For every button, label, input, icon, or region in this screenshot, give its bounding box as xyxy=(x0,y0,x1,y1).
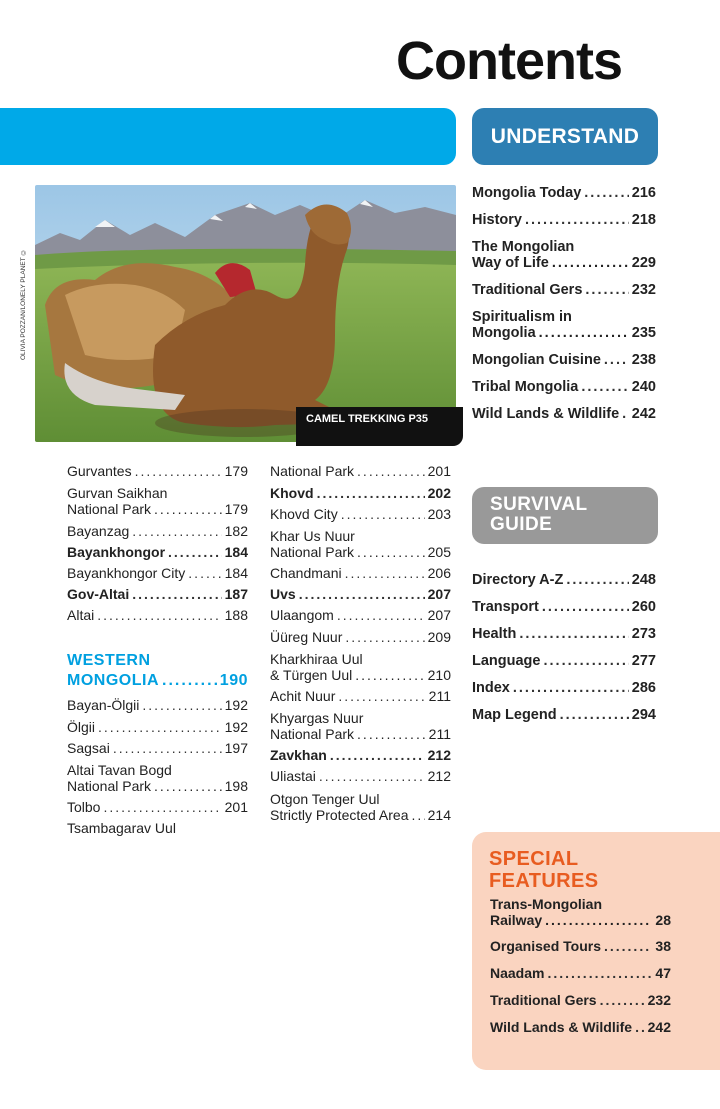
section-heading: MONGOLIA xyxy=(67,672,159,689)
toc-label: Bayankhongor xyxy=(67,544,166,560)
toc-label: National Park xyxy=(270,726,355,742)
toc-page: 205 xyxy=(427,544,451,560)
toc-page: 182 xyxy=(224,523,248,539)
toc-gurvantes[interactable] xyxy=(67,463,248,479)
special-heading-line: SPECIAL xyxy=(489,848,579,870)
toc-label: Traditional Gers xyxy=(490,992,597,1008)
leader-dots xyxy=(604,938,652,954)
leader-dots xyxy=(622,406,629,422)
toc-page: 235 xyxy=(631,325,656,341)
toc-naadam[interactable] xyxy=(490,965,671,981)
toc-label: National Park xyxy=(67,778,152,794)
special-features-heading[interactable] xyxy=(489,848,599,892)
toc-tribal-mongolia[interactable] xyxy=(472,379,656,395)
toc-label: Ölgii xyxy=(67,719,96,735)
leader-dots xyxy=(154,778,222,794)
leader-dots xyxy=(542,599,629,615)
toc-label: Sagsai xyxy=(67,740,110,756)
toc-page: 229 xyxy=(631,255,656,271)
photo-caption[interactable]: CAMEL TREKKING P35 xyxy=(296,407,463,446)
toc-page: 248 xyxy=(631,572,656,588)
leader-dots xyxy=(552,255,629,271)
toc-page: 232 xyxy=(647,992,671,1008)
leader-dots xyxy=(566,572,628,588)
camel-photo xyxy=(35,185,456,442)
toc-achit-nuur[interactable] xyxy=(270,688,451,704)
toc-trans-mongolian[interactable] xyxy=(490,896,671,928)
leader-dots xyxy=(338,688,425,704)
toc-mongolia-today[interactable] xyxy=(472,185,656,201)
toc-label: Wild Lands & Wildlife xyxy=(472,406,620,422)
leader-dots xyxy=(142,697,221,713)
leader-dots xyxy=(162,671,217,691)
leader-dots xyxy=(357,544,425,560)
toc-page: 28 xyxy=(655,912,671,928)
toc-page: 197 xyxy=(224,740,248,756)
toc-page: 218 xyxy=(631,212,656,228)
toc-label: Railway xyxy=(490,912,543,928)
toc-label: National Park xyxy=(270,463,355,479)
toc-health[interactable] xyxy=(472,626,656,642)
toc-page: 207 xyxy=(427,586,451,602)
toc-page: 212 xyxy=(427,747,451,763)
toc-special-wild-lands[interactable] xyxy=(490,1019,671,1035)
leader-dots xyxy=(113,740,222,756)
toc-page: 211 xyxy=(428,688,451,704)
leader-dots xyxy=(513,680,629,696)
leader-dots xyxy=(412,807,425,823)
toc-otgon-tenger-uul[interactable] xyxy=(270,791,451,823)
toc-label: Altai Tavan Bogd xyxy=(67,762,172,778)
toc-page: 203 xyxy=(427,506,451,522)
leader-dots xyxy=(560,707,629,723)
leader-dots xyxy=(188,565,221,581)
toc-page: 286 xyxy=(631,680,656,696)
toc-olgii[interactable] xyxy=(67,719,248,735)
toc-page: 242 xyxy=(647,1019,671,1035)
toc-traditional-gers[interactable] xyxy=(472,282,656,298)
toc-tolbo[interactable] xyxy=(67,799,248,815)
page-title: Contents xyxy=(396,31,622,91)
leader-dots xyxy=(299,586,425,602)
leader-dots xyxy=(525,212,629,228)
toc-label: Traditional Gers xyxy=(472,282,583,298)
toc-khar-us-nuur[interactable] xyxy=(270,528,451,560)
toc-khovd-city[interactable] xyxy=(270,506,451,522)
toc-label: Wild Lands & Wildlife xyxy=(490,1019,633,1035)
toc-label: Üüreg Nuur xyxy=(270,629,343,645)
toc-label: Transport xyxy=(472,599,539,615)
toc-page: 212 xyxy=(427,768,451,784)
toc-western-mongolia[interactable] xyxy=(67,651,248,691)
leader-dots xyxy=(341,506,425,522)
toc-page: 206 xyxy=(427,565,451,581)
toc-uvs[interactable] xyxy=(270,586,451,602)
section-heading: WESTERN xyxy=(67,652,151,669)
leader-dots xyxy=(357,463,425,479)
toc-khyargas-nuur[interactable] xyxy=(270,710,451,742)
leader-dots xyxy=(543,653,628,669)
toc-label: The Mongolian xyxy=(472,239,575,255)
leader-dots xyxy=(355,667,424,683)
leader-dots xyxy=(132,523,221,539)
survival-guide-heading[interactable] xyxy=(472,487,658,544)
toc-page: 294 xyxy=(631,707,656,723)
toc-page: 242 xyxy=(631,406,656,422)
toc-mongolian-cuisine[interactable] xyxy=(472,352,656,368)
toc-altai-tavan-bogd[interactable] xyxy=(67,762,248,794)
toc-label: Mongolia Today xyxy=(472,185,582,201)
leader-dots xyxy=(584,185,629,201)
toc-bayankhongor-city[interactable] xyxy=(67,565,248,581)
toc-map-legend[interactable] xyxy=(472,707,656,723)
toc-label: Spiritualism in xyxy=(472,309,572,325)
toc-label: Uvs xyxy=(270,586,296,602)
toc-label: Language xyxy=(472,653,541,669)
leader-dots xyxy=(519,626,628,642)
toc-page: 209 xyxy=(427,629,451,645)
toc-label: Khar Us Nuur xyxy=(270,528,355,544)
leader-dots xyxy=(345,565,425,581)
leader-dots xyxy=(319,768,425,784)
toc-label: Zavkhan xyxy=(270,747,327,763)
toc-label: Gov-Altai xyxy=(67,586,130,602)
toc-page: 207 xyxy=(427,607,451,623)
toc-gurvan-saikhan[interactable] xyxy=(67,485,248,517)
toc-page: 179 xyxy=(224,501,248,517)
toc-label: Bayan-Ölgii xyxy=(67,697,140,713)
toc-label: Organised Tours xyxy=(490,938,601,954)
leader-dots xyxy=(585,282,628,298)
toc-page: 273 xyxy=(631,626,656,642)
toc-label: Tolbo xyxy=(67,799,101,815)
leader-dots xyxy=(337,607,425,623)
toc-ulaangom[interactable] xyxy=(270,607,451,623)
toc-page: 232 xyxy=(631,282,656,298)
toc-directory[interactable] xyxy=(472,572,656,588)
toc-index[interactable] xyxy=(472,680,656,696)
toc-label: Strictly Protected Area xyxy=(270,807,409,823)
toc-page: 192 xyxy=(224,719,248,735)
toc-tsambagarav-uul[interactable]: Tsambagarav Uul xyxy=(67,820,176,836)
toc-label: Index xyxy=(472,680,510,696)
leader-dots xyxy=(357,726,426,742)
toc-label: Gurvantes xyxy=(67,463,132,479)
toc-page: 47 xyxy=(655,965,671,981)
toc-national-park[interactable] xyxy=(270,463,451,479)
leader-dots xyxy=(168,544,222,560)
leader-dots xyxy=(345,629,424,645)
toc-organised-tours[interactable] xyxy=(490,938,671,954)
toc-page: 201 xyxy=(224,799,248,815)
toc-page: 216 xyxy=(631,185,656,201)
toc-label: Way of Life xyxy=(472,255,549,271)
leader-dots xyxy=(98,719,222,735)
toc-page: 38 xyxy=(655,938,671,954)
toc-khovd[interactable] xyxy=(270,485,451,501)
toc-label: Health xyxy=(472,626,517,642)
leader-dots xyxy=(135,463,222,479)
toc-label: National Park xyxy=(67,501,152,517)
toc-label: Tribal Mongolia xyxy=(472,379,579,395)
toc-bayan-olgii[interactable] xyxy=(67,697,248,713)
toc-label: Bayankhongor City xyxy=(67,565,186,581)
toc-transport[interactable] xyxy=(472,599,656,615)
toc-label: Naadam xyxy=(490,965,545,981)
toc-label: Ulaangom xyxy=(270,607,334,623)
toc-zavkhan[interactable] xyxy=(270,747,451,763)
toc-page: 192 xyxy=(224,697,248,713)
toc-page: 198 xyxy=(224,778,248,794)
toc-label: National Park xyxy=(270,544,355,560)
toc-page: 190 xyxy=(219,672,248,689)
toc-label: Khovd xyxy=(270,485,314,501)
toc-special-traditional-gers[interactable] xyxy=(490,992,671,1008)
toc-chandmani[interactable] xyxy=(270,565,451,581)
special-heading-line: FEATURES xyxy=(489,870,599,892)
toc-label: Khyargas Nuur xyxy=(270,710,364,726)
understand-heading[interactable]: UNDERSTAND xyxy=(472,108,658,165)
leader-dots xyxy=(547,965,652,981)
toc-page: 184 xyxy=(224,565,248,581)
toc-label: Bayanzag xyxy=(67,523,130,539)
toc-page: 188 xyxy=(224,607,248,623)
toc-label: Chandmani xyxy=(270,565,342,581)
leader-dots xyxy=(103,799,221,815)
toc-language[interactable] xyxy=(472,653,656,669)
toc-label: Altai xyxy=(67,607,95,623)
toc-page: 214 xyxy=(427,807,451,823)
toc-gov-altai[interactable] xyxy=(67,586,248,602)
header-band xyxy=(0,108,456,165)
toc-label: History xyxy=(472,212,522,228)
leader-dots xyxy=(330,747,425,763)
leader-dots xyxy=(97,607,221,623)
leader-dots xyxy=(600,992,645,1008)
toc-label: Mongolia xyxy=(472,325,536,341)
toc-uureg-nuur[interactable] xyxy=(270,629,451,645)
toc-page: 202 xyxy=(427,485,451,501)
toc-bayanzag[interactable] xyxy=(67,523,248,539)
leader-dots xyxy=(154,501,222,517)
toc-label: Otgon Tenger Uul xyxy=(270,791,380,807)
toc-label: & Türgen Uul xyxy=(270,667,353,683)
toc-wild-lands[interactable] xyxy=(472,406,656,422)
toc-page: 277 xyxy=(631,653,656,669)
toc-page: 238 xyxy=(631,352,656,368)
toc-history[interactable] xyxy=(472,212,656,228)
toc-label: Gurvan Saikhan xyxy=(67,485,168,501)
leader-dots xyxy=(317,485,425,501)
toc-label: Map Legend xyxy=(472,707,557,723)
toc-page: 211 xyxy=(428,726,451,742)
photo-credit: OLIVIA POZZAN/LONELY PLANET © xyxy=(20,248,27,360)
leader-dots xyxy=(581,379,628,395)
leader-dots xyxy=(132,586,221,602)
toc-uliastai[interactable] xyxy=(270,768,451,784)
toc-label: Uliastai xyxy=(270,768,316,784)
leader-dots xyxy=(635,1019,645,1035)
toc-label: Trans-Mongolian xyxy=(490,896,602,912)
toc-page: 210 xyxy=(427,667,451,683)
toc-altai[interactable] xyxy=(67,607,248,623)
toc-label: Achit Nuur xyxy=(270,688,336,704)
toc-label: Directory A-Z xyxy=(472,572,564,588)
toc-mongolian-way-of-life[interactable] xyxy=(472,239,656,271)
toc-page: 179 xyxy=(224,463,248,479)
toc-page: 187 xyxy=(224,586,248,602)
toc-page: 240 xyxy=(631,379,656,395)
toc-spiritualism[interactable] xyxy=(472,309,656,341)
toc-kharkhiraa-uul[interactable] xyxy=(270,651,451,683)
leader-dots xyxy=(545,912,652,928)
toc-bayankhongor[interactable] xyxy=(67,544,248,560)
leader-dots xyxy=(539,325,629,341)
toc-page: 201 xyxy=(427,463,451,479)
survival-heading-line: GUIDE xyxy=(490,514,553,535)
toc-label: Mongolian Cuisine xyxy=(472,352,601,368)
toc-page: 260 xyxy=(631,599,656,615)
toc-page: 184 xyxy=(224,544,248,560)
toc-label: Kharkhiraa Uul xyxy=(270,651,363,667)
toc-label: Khovd City xyxy=(270,506,338,522)
toc-sagsai[interactable] xyxy=(67,740,248,756)
leader-dots xyxy=(604,352,629,368)
survival-heading-line: SURVIVAL xyxy=(490,494,588,515)
